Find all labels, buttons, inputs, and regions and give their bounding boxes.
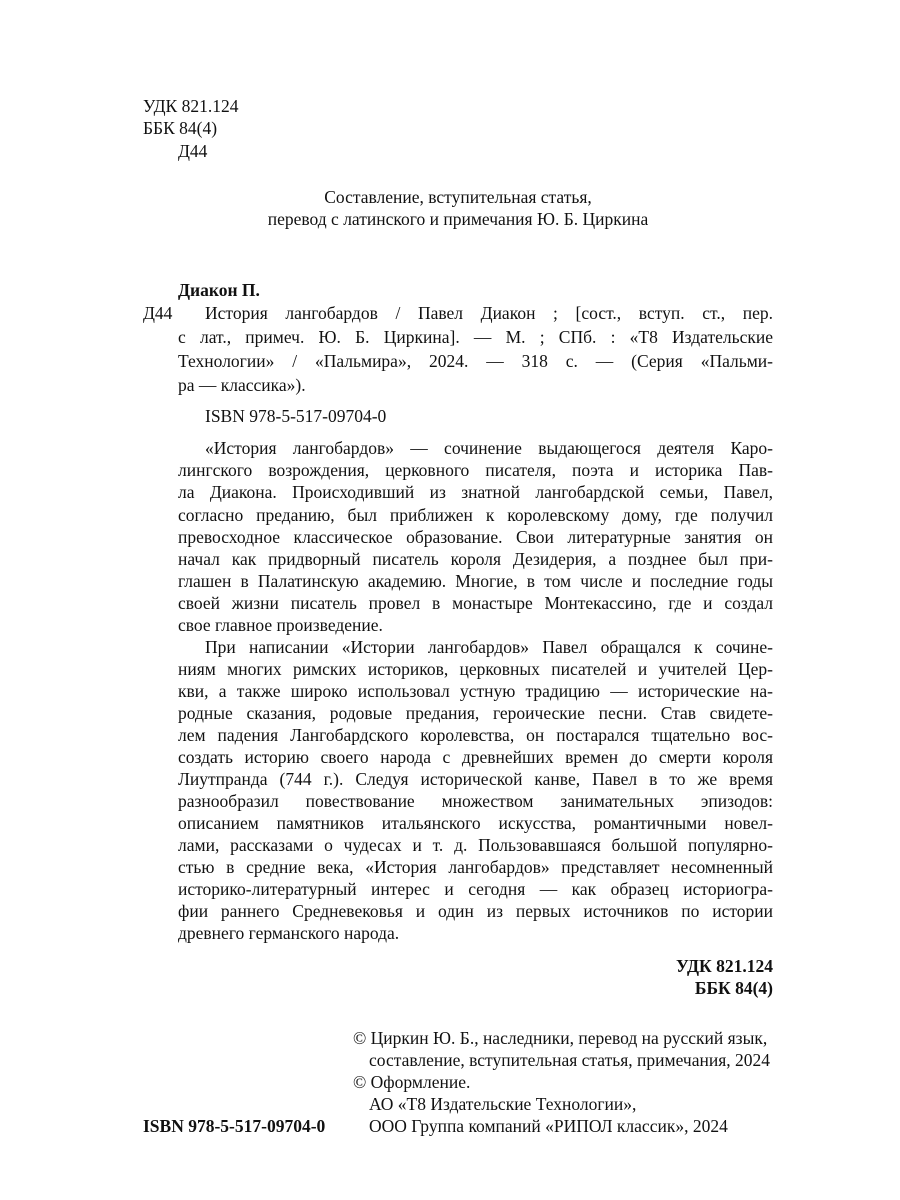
copyright-line: © Циркин Ю. Б., наследники, перевод на русский язык, bbox=[353, 1028, 768, 1048]
annotation-line: описанием памятников итальянского искусства, романтичными новел- bbox=[178, 813, 773, 833]
annotation-line: стью в средние века, «История лангобардов» представляет несомненный bbox=[178, 857, 773, 877]
annotation-line: историко-литературный интерес и сегодня — как образец историогра- bbox=[178, 879, 773, 899]
annotation-line: своей жизни писатель провел в монастыре Монтекассино, где и создал bbox=[178, 593, 773, 613]
annotation-line: свое главное произведение. bbox=[178, 615, 383, 635]
copyright-line: © Оформление. bbox=[353, 1072, 471, 1092]
annotation-line: разнообразил повествование множеством занимательных эпизодов: bbox=[178, 791, 773, 811]
credits-line-2: перевод с латинского и примечания Ю. Б. Циркина bbox=[267, 209, 649, 229]
annotation-line: «История лангобардов» — сочинение выдающегося деятеля Каро- bbox=[205, 438, 773, 458]
header-udk: УДК 821.124 bbox=[143, 96, 239, 116]
annotation-line: ла Диакона. Происходивший из знатной лангобардской семьи, Павел, bbox=[178, 482, 773, 502]
catalog-author: Диакон П. bbox=[178, 280, 260, 300]
catalog-entry-line: ра — классика»). bbox=[178, 375, 306, 395]
footer-isbn: ISBN 978-5-517-09704-0 bbox=[143, 1116, 326, 1136]
classification-udk: УДК 821.124 bbox=[675, 956, 773, 976]
annotation-line: лами, рассказами о чудесах и т. д. Пользовавшаяся большой популярно- bbox=[178, 835, 773, 855]
copyright-line: ООО Группа компаний «РИПОЛ классик», 2024 bbox=[369, 1116, 728, 1136]
annotation-line: ниям многих римских историков, церковных писателей и учителей Цер- bbox=[178, 659, 773, 679]
annotation-line: превосходное классическое образование. Свои литературные занятия он bbox=[178, 527, 773, 547]
header-author-mark: Д44 bbox=[178, 141, 208, 161]
copyright-line: АО «Т8 Издательские Технологии», bbox=[369, 1094, 637, 1114]
catalog-entry-line: История лангобардов / Павел Диакон ; [сост., вступ. ст., пер. bbox=[205, 303, 773, 323]
annotation-line: лем падения Лангобардского королевства, он постарался тщательно вос- bbox=[178, 725, 773, 745]
catalog-entry-line: с лат., примеч. Ю. Б. Циркина]. — М. ; СПб. : «Т8 Издательские bbox=[178, 327, 773, 347]
annotation-line: древнего германского народа. bbox=[178, 923, 400, 943]
annotation-line: глашен в Палатинскую академию. Многие, в том числе и последние годы bbox=[178, 571, 773, 591]
catalog-isbn: ISBN 978-5-517-09704-0 bbox=[205, 406, 387, 426]
catalog-mark: Д44 bbox=[143, 303, 173, 323]
catalog-entry-line: Технологии» / «Пальмира», 2024. — 318 с. — (Серия «Пальми- bbox=[178, 351, 773, 371]
annotation-line: Лиутпранда (744 г.). Следуя исторической канве, Павел в то же время bbox=[178, 769, 773, 789]
classification-bbk: ББК 84(4) bbox=[694, 978, 773, 998]
annotation-line: родные сказания, родовые предания, героические песни. Став свидете- bbox=[178, 703, 773, 723]
annotation-line: согласно преданию, был приближен к королевскому дому, где получил bbox=[178, 505, 773, 525]
header-bbk: ББК 84(4) bbox=[143, 118, 218, 138]
annotation-line: создать историю своего народа с древнейших времен до смерти короля bbox=[178, 747, 773, 767]
copyright-line: составление, вступительная статья, примечания, 2024 bbox=[369, 1050, 770, 1070]
annotation-line: лингского возрождения, церковного писателя, поэта и историка Пав- bbox=[178, 460, 773, 480]
credits-line-1: Составление, вступительная статья, bbox=[324, 187, 592, 207]
annotation-line: При написании «Истории лангобардов» Павел обращался к сочине- bbox=[205, 637, 773, 657]
annotation-line: кви, а также широко использовал устную традицию — исторические на- bbox=[178, 681, 773, 701]
annotation-line: фии раннего Средневековья и один из первых источников по истории bbox=[178, 901, 773, 921]
annotation-line: начал как придворный писатель короля Дезидерия, а позднее был при- bbox=[178, 549, 773, 569]
